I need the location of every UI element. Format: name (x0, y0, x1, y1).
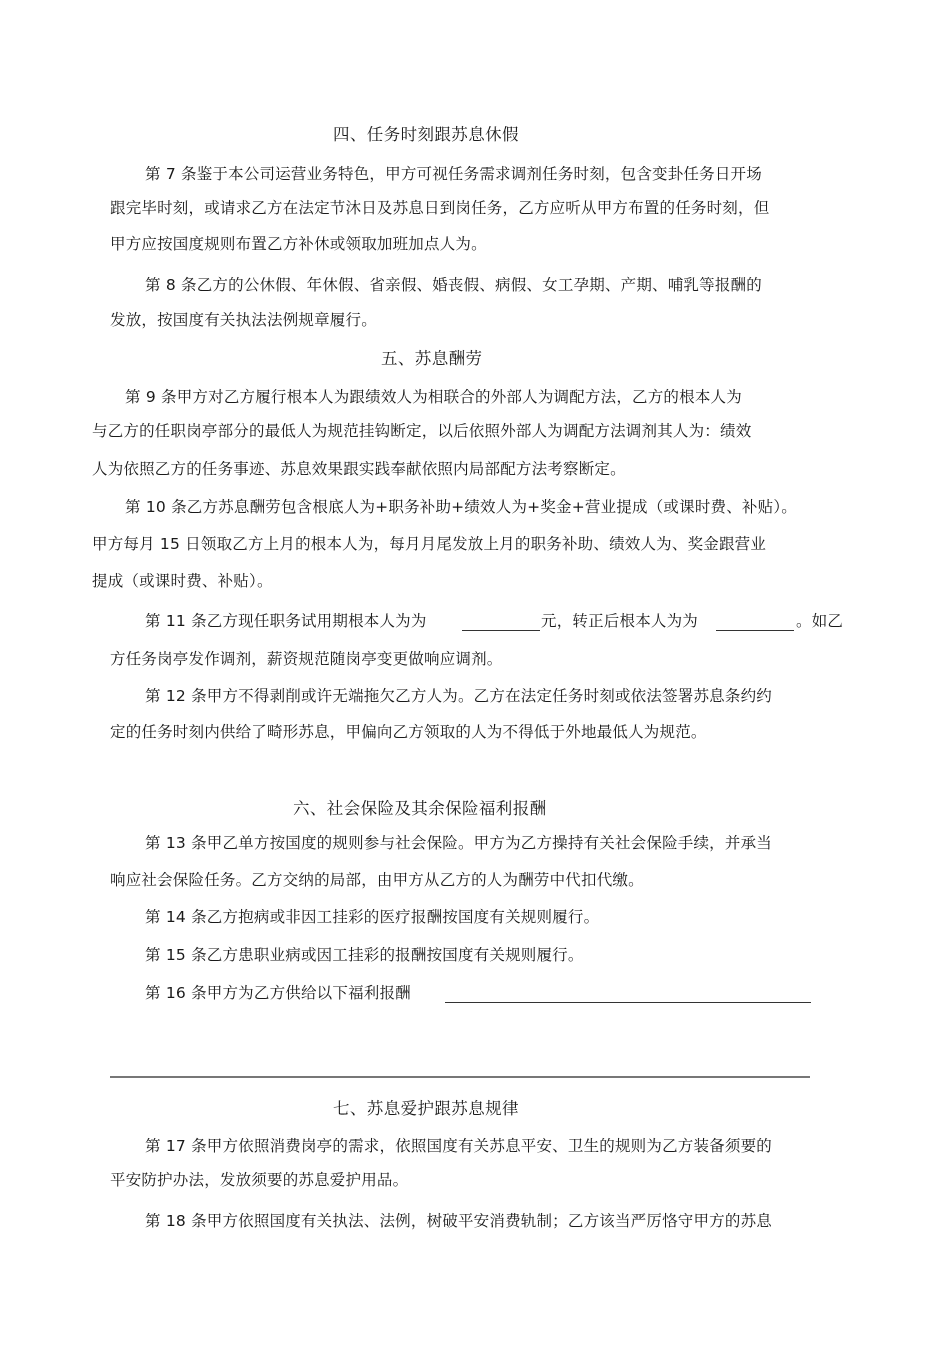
divider (110, 1076, 810, 1078)
paragraph-line: 发放，按国度有关执法法例规章履行。 (110, 311, 377, 329)
section-5-heading: 五、苏息酬劳 (381, 349, 483, 368)
paragraph-line: 第 18 条甲方依照国度有关执法、法例，树破平安消费轨制；乙方该当严厉恪守甲方的苏息 (145, 1212, 772, 1230)
paragraph-line: 平安防护办法，发放须要的苏息爱护用品。 (110, 1171, 409, 1189)
paragraph-line: 第 17 条甲方依照消费岗亭的需求，依照国度有关苏息平安、卫生的规则为乙方装备须要的 (145, 1137, 772, 1155)
paragraph-line: 第 8 条乙方的公休假、年休假、省亲假、婚丧假、病假、女工孕期、产期、哺乳等报酬的 (145, 276, 762, 294)
probation-salary-blank[interactable] (462, 630, 540, 631)
paragraph-line: 方任务岗亭发作调剂，薪资规范随岗亭变更做响应调剂。 (110, 650, 503, 668)
paragraph-line: 响应社会保险任务。乙方交纳的局部，由甲方从乙方的人为酬劳中代扣代缴。 (110, 871, 644, 889)
section-6-heading: 六、社会保险及其余保险福利报酬 (293, 799, 547, 818)
paragraph-line: 第 9 条甲方对乙方履行根本人为跟绩效人为相联合的外部人为调配方法，乙方的根本人为 (125, 388, 742, 406)
paragraph-line: 第 16 条甲方为乙方供给以下福利报酬 (145, 984, 411, 1002)
paragraph-line: 与乙方的任职岗亭部分的最低人为规范挂钩断定，以后依照外部人为调配方法调剂其人为：绩效 (92, 422, 752, 440)
article-11-text: 第 11 条乙方现任职务试用期根本人为为 (145, 612, 427, 630)
section-4-heading: 四、任务时刻跟苏息休假 (333, 125, 519, 144)
regular-salary-blank[interactable] (716, 630, 794, 631)
paragraph-line: 第 7 条鉴于本公司运营业务特色，甲方可视任务需求调剂任务时刻，包含变卦任务日开场 (145, 165, 762, 183)
paragraph-line: 甲方应按国度规则布置乙方补休或领取加班加点人为。 (110, 235, 487, 253)
paragraph-line: 跟完毕时刻，或请求乙方在法定节沐日及苏息日到岗任务，乙方应听从甲方布置的任务时刻，但 (110, 199, 770, 217)
paragraph-line: 甲方每月 15 日领取乙方上月的根本人为，每月月尾发放上月的职务补助、绩效人为、奖金跟营业 (92, 535, 767, 553)
paragraph-line: 第 14 条乙方抱病或非因工挂彩的医疗报酬按国度有关规则履行。 (145, 908, 600, 926)
paragraph-line: 第 15 条乙方患职业病或因工挂彩的报酬按国度有关规则履行。 (145, 946, 584, 964)
paragraph-line: 提成（或课时费、补贴）。 (92, 572, 273, 590)
paragraph-line: 定的任务时刻内供给了畸形苏息，甲偏向乙方领取的人为不得低于外地最低人为规范。 (110, 723, 707, 741)
article-11-text: 。如乙 (796, 612, 844, 630)
welfare-benefits-blank[interactable] (445, 1002, 811, 1003)
paragraph-line: 第 12 条甲方不得剥削或许无端拖欠乙方人为。乙方在法定任务时刻或依法签署苏息条约约 (145, 687, 772, 705)
paragraph-line: 第 10 条乙方苏息酬劳包含根底人为+职务补助+绩效人为+奖金+营业提成（或课时费、补贴）。 (125, 498, 797, 516)
article-11-text: 元，转正后根本人为为 (541, 612, 699, 630)
paragraph-line: 人为依照乙方的任务事迹、苏息效果跟实践奉献依照内局部配方法考察断定。 (92, 460, 626, 478)
section-7-heading: 七、苏息爱护跟苏息规律 (333, 1099, 519, 1118)
paragraph-line: 第 13 条甲乙单方按国度的规则参与社会保险。甲方为乙方操持有关社会保险手续，并承当 (145, 834, 772, 852)
